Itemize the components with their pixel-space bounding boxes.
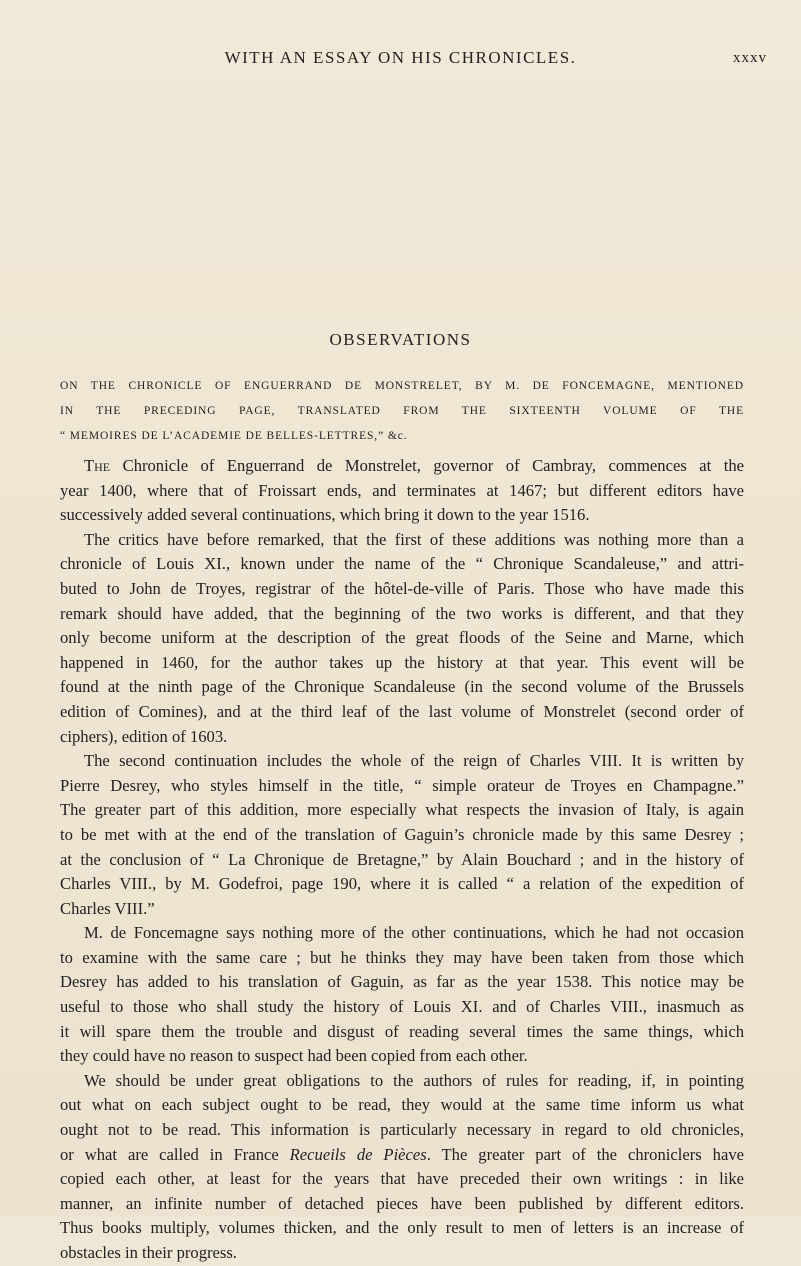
text-line: Charles VIII.” (60, 898, 155, 918)
text-line: The Chronicle of Enguerrand de Monstrelet, governor of Cambray, commences at the (84, 456, 744, 475)
text-line: The critics have before remarked, that the first of these additions was nothing more than a (84, 529, 744, 549)
paragraph (60, 528, 744, 749)
text-line: edition of Comines), and at the third leaf of the last volume of Monstrelet (second order of (60, 701, 744, 721)
section-subheading (60, 374, 744, 449)
text-line: only become uniform at the description of the great floods of the Seine and Marne, which (60, 628, 744, 648)
text-line: useful to those who shall study the history of Louis XI. and of Charles VIII., inasmuch as (60, 997, 744, 1017)
text-line: out what on each subject ought to be read, they would at the same time inform us what (60, 1095, 744, 1115)
text-line: to be met with at the end of the translation of Gaguin’s chronicle made by this same Desrey ; (60, 824, 744, 844)
text-line: Pierre Desrey, who styles himself in the title, “ simple orateur de Troyes en Champagne.” (60, 775, 744, 795)
text-line: successively added several continuations, which bring it down to the year 1516. (60, 505, 590, 525)
text-line: found at the ninth page of the Chronique Scandaleuse (in the second volume of the Brussels (60, 677, 744, 697)
text-line: Charles VIII., by M. Godefroi, page 190, where it is called “ a relation of the expedition of (60, 874, 744, 894)
running-title: WITH AN ESSAY ON HIS CHRONICLES. (224, 48, 577, 67)
text-line: at the conclusion of “ La Chronique de Bretagne,” by Alain Bouchard ; and in the history of (60, 849, 744, 869)
text-line: year 1400, where that of Froissart ends, and terminates at 1467; but different editors have (60, 480, 744, 500)
text-line: happened in 1460, for the author takes up the history at that year. This event will be (60, 652, 744, 672)
paragraph (60, 454, 744, 528)
small-caps-opening: The (84, 456, 111, 475)
text-line: to examine with the same care ; but he thinks they may have been taken from those which (60, 947, 744, 967)
text-line: The second continuation includes the whole of the reign of Charles VIII. It is written by (84, 751, 744, 771)
body-text (60, 454, 744, 1266)
text-line: Desrey has added to his translation of Gaguin, as far as the year 1538. This notice may be (60, 972, 744, 992)
text-line: The greater part of this addition, more especially what respects the invasion of Italy, is again (60, 800, 744, 820)
text-line: ciphers), edition of 1603. (60, 726, 228, 746)
paragraph (60, 749, 744, 921)
text-line: copied each other, at least for the years that have preceded their own writings : in like (60, 1169, 744, 1189)
text-line: M. de Foncemagne says nothing more of the other continuations, which he had not occasion (84, 923, 744, 943)
paragraph (60, 921, 744, 1069)
subheading-line: “ MEMOIRES DE L’ACADEMIE DE BELLES-LETTRES,” &c. (60, 430, 408, 442)
italic-term: Recueils de Pièces (289, 1144, 427, 1164)
text-line: chronicle of Louis XI., known under the name of the “ Chronique Scandaleuse,” and attri- (60, 554, 744, 574)
subheading-line: ON THE CHRONICLE OF ENGUERRAND DE MONSTRELET, BY M. DE FONCEMAGNE, MENTIONED (60, 380, 744, 392)
text-line: or what are called in France Recueils de Pièces. The greater part of the chroniclers have (60, 1144, 744, 1164)
text-line: it will spare them the trouble and disgust of reading several times the same things, which (60, 1021, 744, 1041)
text-line: Thus books multiply, volumes thicken, and the only result to men of letters is an increase of (60, 1218, 744, 1238)
page-number: xxxv (733, 50, 767, 66)
text-line: obstacles in their progress. (60, 1243, 237, 1262)
section-heading: OBSERVATIONS (329, 330, 472, 349)
text-line: they could have no reason to suspect had been copied from each other. (60, 1046, 528, 1066)
text-line: manner, an infinite number of detached pieces have been published by different editors. (60, 1193, 744, 1213)
running-head (0, 48, 801, 78)
text-line: ought not to be read. This information is particularly necessary in regard to old chronicles, (60, 1120, 744, 1140)
text-line: buted to John de Troyes, registrar of the hôtel-de-ville of Paris. Those who have made this (60, 578, 744, 598)
paragraph (60, 1069, 744, 1266)
text-line: We should be under great obligations to the authors of rules for reading, if, in pointing (84, 1070, 744, 1090)
subheading-line: IN THE PRECEDING PAGE, TRANSLATED FROM THE SIXTEENTH VOLUME OF THE (60, 405, 744, 417)
text-line: remark should have added, that the beginning of the two works is different, and that they (60, 603, 744, 623)
